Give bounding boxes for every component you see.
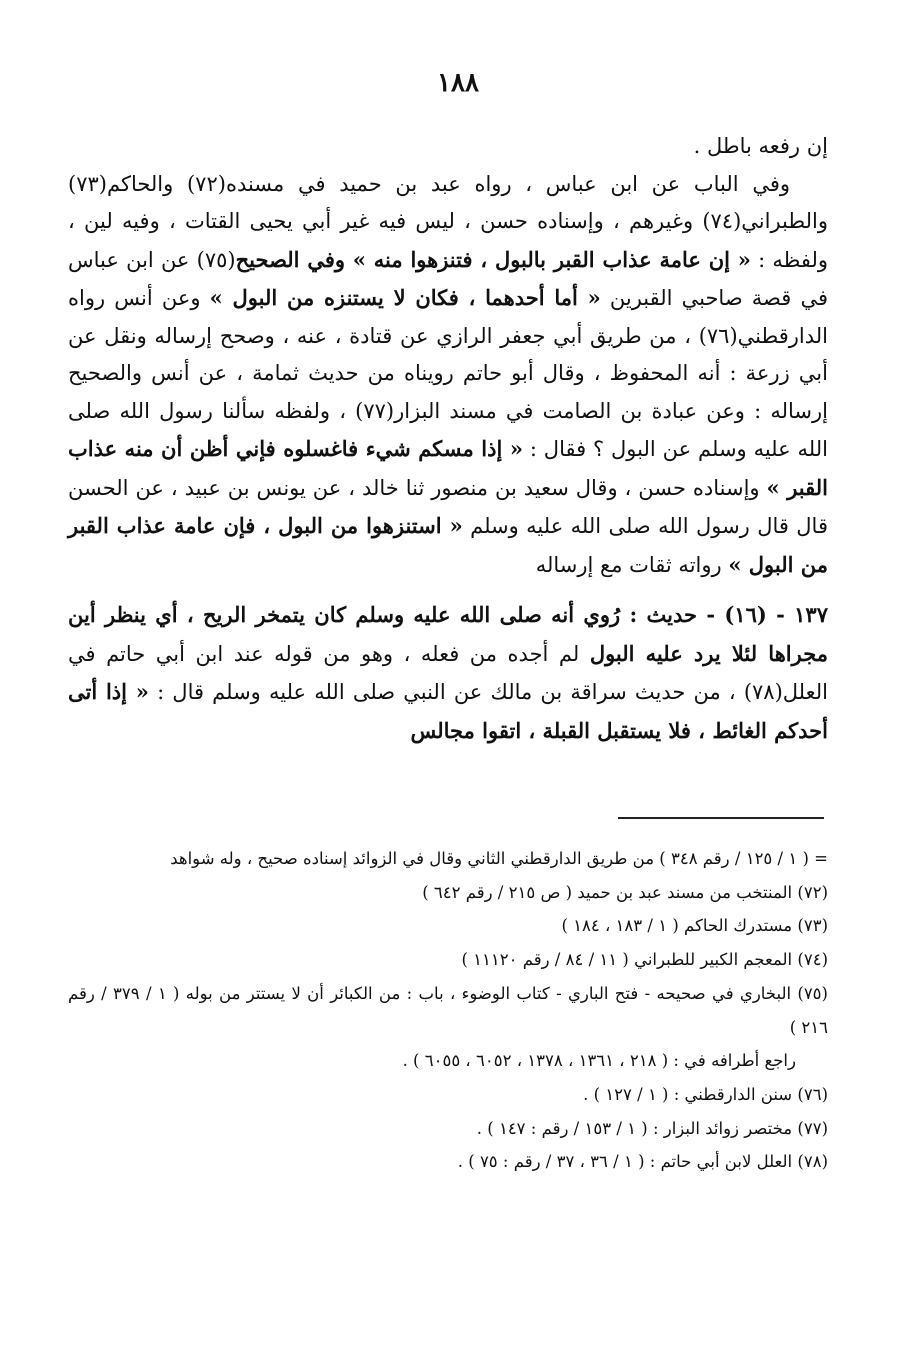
footnote-73: (٧٣) مستدرك الحاكم ( ١ / ١٨٣ ، ١٨٤ ) (561, 916, 828, 936)
text-run: ، ولفظه سألنا رسول الله صلى الله عليه وسلم عن البول ؟ فقال : (68, 398, 828, 461)
footnote-75-cross-refs: راجع أطرافه في : ( ٢١٨ ، ١٣٦١ ، ١٣٧٨ ، ٦٠٥٢ ، ٦٠٥٥ ) . (402, 1051, 796, 1071)
paragraph-1: إن رفعه باطل . (693, 134, 828, 158)
footnote-ref-73: (٧٣) (68, 171, 107, 196)
text-run: ، من حديث سراقة بن مالك عن النبي صلى الله عليه وسلم قال : (148, 680, 744, 704)
footnote-ref-76: (٧٦) (698, 323, 738, 348)
footnote-75: (٧٥) البخاري في صحيحه - فتح الباري - كتاب الوضوء ، باب : من الكبائر أن لا يستتر من بوله ( ١ / ٣٧٩ / رقم ٢١٦ ) (68, 983, 828, 1037)
hadith-quote: « إذا مسكم شيء فاغسلوه فإني أظن أن منه عذاب القبر » (68, 436, 828, 500)
footnote-ref-75: (٧٥) (196, 247, 236, 272)
main-text (68, 128, 828, 750)
footnote-ref-77: (٧٧) (355, 398, 395, 423)
page-number: ١٨٨ (437, 68, 479, 98)
text-run: ، من طريق أبي جعفر الرازي عن قتادة ، عنه ، وصحح إرساله ونقل عن أبي زرعة : أنه المحفوظ ، وقال أبو حاتم رويناه من حديث ثمامة ، عن أنس والصحيح إرساله : وعن عبادة بن الصامت في مسند البزار (68, 323, 828, 423)
hadith-quote: « استنزهوا من البول ، فإن عامة عذاب القبر من البول » (68, 513, 828, 577)
footnote-ref-78: (٧٨) (743, 680, 783, 704)
footnote-77: (٧٧) مختصر زوائد البزار : ( ١ / ١٥٣ / رقم : ١٤٧ ) . (476, 1118, 828, 1138)
footnote-72: (٧٢) المنتخب من مسند عبد بن حميد ( ص ٢١٥ / رقم ٦٤٢ ) (422, 882, 828, 902)
hadith-quote: « إذا أتى أحدكم الغائط ، فلا يستقبل القبلة ، اتقوا مجالس (68, 679, 828, 743)
paragraph-3 (68, 596, 828, 750)
paragraph-2 (68, 166, 828, 585)
text-run: رواته ثقات مع إرساله (535, 552, 729, 577)
hadith-quote: « أما أحدهما ، فكان لا يستنزه من البول » (209, 285, 601, 310)
text-run: وغيرهم ، وإسناده حسن ، ليس فيه غير أبي يحيى القتات ، وفيه لين ، ولفظه : (68, 209, 829, 272)
footnote-separator (618, 817, 824, 819)
text-run: وفي الباب عن ابن عباس ، رواه عبد بن حميد في مسنده (225, 171, 790, 196)
footnote-ref-72: (٧٢) (186, 171, 226, 196)
hadith-heading: ١٣٧ - (١٦) - حديث : رُوي أنه صلى الله عليه وسلم كان يتمخر الريح ، أي ينظر أين مجراها لئلا يرد عليه البول (68, 602, 828, 666)
text-run: والحاكم (106, 171, 187, 196)
text-run: وعن أنس رواه الدارقطني (68, 286, 828, 348)
footnote-ref-74: (٧٤) (702, 209, 742, 233)
footnote-74: (٧٤) المعجم الكبير للطبراني ( ١١ / ٨٤ / رقم ١١١٢٠ ) (461, 950, 828, 970)
hadith-quote: « إن عامة عذاب القبر بالبول ، فتنزهوا منه » وفي الصحيح (235, 246, 751, 272)
footnote-76: (٧٦) سنن الدارقطني : ( ١ / ١٢٧ ) . (583, 1084, 828, 1104)
text-run: والطبراني (741, 209, 828, 233)
footnotes (68, 842, 828, 1179)
footnote-78: (٧٨) العلل لابن أبي حاتم : ( ١ / ٣٦ ، ٣٧ / رقم : ٧٥ ) . (457, 1152, 828, 1172)
text-run: لم أجده من فعله ، وهو من قوله عند ابن أبي حاتم في العلل (68, 641, 829, 704)
text-run: عن ابن عباس في قصة صاحبي القبرين (68, 247, 828, 310)
text-run: وإسناده حسن ، وقال سعيد بن منصور ثنا خالد ، عن يونس بن عبيد ، عن الحسن قال قال رسول الله صلى الله عليه وسلم (68, 475, 828, 538)
footnote-continuation: = ( ١ / ١٢٥ / رقم ٣٤٨ ) من طريق الدارقطني الثاني وقال في الزوائد إسناده صحيح ، وله شواهد (170, 849, 828, 868)
